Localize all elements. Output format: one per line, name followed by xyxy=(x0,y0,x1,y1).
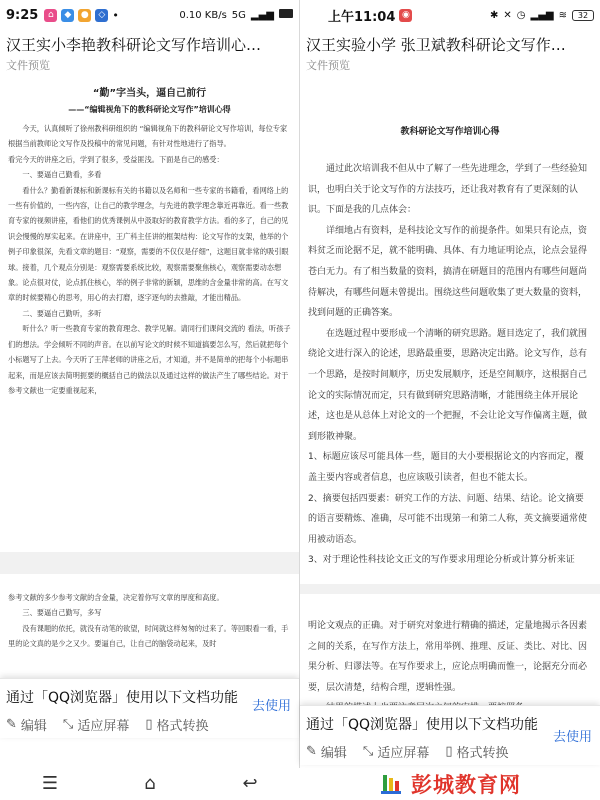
site-logo-icon xyxy=(379,772,403,796)
document-header xyxy=(0,30,299,74)
signal-icon: ▂▄▆ xyxy=(250,9,274,21)
use-button[interactable]: 去使用 xyxy=(552,730,592,745)
fit-screen-button[interactable]: ⤡ 适应屏幕 xyxy=(62,717,130,734)
network-speed: 0.10 KB/s xyxy=(179,9,227,21)
banner-title: 通过「QQ浏览器」使用以下文档功能 xyxy=(6,690,239,706)
doc-paragraph: 详细地占有资料，是科技论文写作的前提条件。如果只有论点，资料贫乏而论据不足，就不能明确、具体、有力地证明论点，论点会显得苍白无力。有了相当数量的资料，搞清在研题目的范围内有哪些问题尚待解决，有哪些问题未曾提出。围绕这些问题收集了更大数量的资料，找到问题的正确答案。 xyxy=(308,225,588,319)
notification-app-icon: ◆ xyxy=(61,9,74,22)
doc-paragraph: 没有课题的依托，就没有动笔的欲望，时间就这样匆匆的过来了。等回眼看一看，手里的论文真的是少之又少。要逼自己，让自己的脑袋动起来，及时 xyxy=(8,623,289,649)
doc-section-heading: 一、要逼自己勤看，多看 xyxy=(22,170,102,180)
document-preview[interactable] xyxy=(300,74,600,693)
doc-subheading: ——“编辑视角下的教科研论文写作”培训心得 xyxy=(68,105,231,114)
fit-screen-icon: ⤡ xyxy=(62,717,74,732)
notification-app-icon: ◉ xyxy=(399,9,412,22)
document-icon: ▯ xyxy=(145,717,153,732)
system-nav-bar xyxy=(0,768,300,799)
doc-paragraph: 3、对于理论性科技论文正文的写作要求用理论分析或计算分析来证 xyxy=(308,555,575,566)
doc-paragraph: 看完今天的讲座之后，学到了很多，受益匪浅。下面是自己的感受： xyxy=(8,154,224,164)
document-subtitle: 文件预览 xyxy=(306,59,350,72)
convert-format-button[interactable]: ▯ 格式转换 xyxy=(145,717,209,734)
status-bar xyxy=(0,0,299,30)
signal-icon: ▂▄▆ xyxy=(530,9,554,21)
edit-icon: ✎ xyxy=(6,717,17,732)
home-icon[interactable]: ⌂ xyxy=(144,773,156,794)
status-time: 9:25 xyxy=(6,7,39,23)
battery-icon xyxy=(279,9,293,21)
doc-section-heading: 二、要逼自己勤听，多听 xyxy=(22,308,102,318)
doc-paragraph: 明论文观点的正确。对于研究对象进行精确的描述，定量地揭示各因素之间的关系，在写作方法上，常用举例、推理、反证、类比、对比、因果分析、归谬法等。在写作要求上，应论点明确而惟一，论据充分而必要，层次清楚，结构合理，逻辑性强。 xyxy=(308,621,588,693)
doc-paragraph: 听什么？听一些教育专家的教育理念、教学见解。请同行们课间交流的 看法，听孩子们的想法。学会倾听不同的声音。在以前写论文的时候不知道搞要怎么写，然后就把每个小标题写了上去。今天听了王萍老师的讲座之后，才知道，并不是简单的把每个小标题串起来，而是应该去简明扼要的概括自己的做法以及通过这样的做法产生了哪些结论。对于参考文献也一定要重视起来， xyxy=(8,324,291,395)
qq-browser-banner xyxy=(0,678,299,738)
edit-icon: ✎ xyxy=(306,744,317,759)
menu-icon[interactable]: ☰ xyxy=(41,773,59,794)
edit-button[interactable]: ✎ 编辑 xyxy=(306,744,347,761)
document-icon: ▯ xyxy=(445,744,453,759)
more-dot-icon: • xyxy=(112,8,119,22)
qq-browser-banner xyxy=(300,705,600,765)
notification-app-icon: ● xyxy=(78,9,91,22)
doc-paragraph: 通过此次培训我不但从中了解了一些先进理念，学到了一些经验知识，也明白关于论文写作的方法技巧，还让我对教育有了更深刻的认识。下面是我的几点体会： xyxy=(308,164,588,216)
watermark-text: 彭城教育网 xyxy=(411,772,521,797)
document-page xyxy=(0,74,299,552)
site-watermark xyxy=(300,768,600,799)
doc-paragraph: 2、摘要包括四要素：研究工作的方法、问题、结果、结论。论文摘要的语言要精炼、准确，尽可能不出现第一和第二人称，英文摘要通常使用被动语态。 xyxy=(308,493,588,545)
right-screenshot xyxy=(300,0,600,770)
back-icon[interactable]: ↩ xyxy=(242,773,258,794)
document-subtitle: 文件预览 xyxy=(6,59,50,72)
use-button[interactable]: 去使用 xyxy=(251,699,291,714)
convert-format-button[interactable]: ▯ 格式转换 xyxy=(445,744,509,761)
document-title: 汉王实小李艳教科研论文写作培训心… xyxy=(6,36,262,54)
doc-paragraph: 今天，认真倾听了徐州教科研组织的 “编辑视角下的教科研论文写作培训，每位专家根据当前教师论文写作及投稿中的常见问题，有针对性地进行了指导。 xyxy=(8,124,288,149)
bluetooth-icon: ✱ xyxy=(490,9,499,21)
banner-title: 通过「QQ浏览器」使用以下文档功能 xyxy=(306,717,539,733)
document-page xyxy=(0,574,299,774)
doc-heading: “勤”字当头，逼自己前行 xyxy=(92,88,207,99)
doc-heading: 教科研论文写作培训心得 xyxy=(400,127,500,137)
battery-icon: 32 xyxy=(572,10,594,21)
fit-screen-button[interactable]: ⤡ 适应屏幕 xyxy=(362,744,430,761)
doc-paragraph: 看什么？勤看新课标和新课标有关的书籍以及名师和一些专家的书籍看，看网络上的一些有价值的，一些内容，让自己的教学理念，与先进的教学理念靠近再靠近。看一些教育专家的视频讲座，看他们的优秀课例从中汲取好的教育教学方法。看的多了，自己的见识会慢慢的厚实起来。在讲座中，王广科主任讲的框架结构：论文写作的支架，他举的个例子印象很深，先看文章的题目：“观察，需要的不仅仅是仔细”，这题目就非常的吸引眼球。接着，几个观点分别是：观察需要系统比较，观察需要聚焦核心，观察需要动态想象。论点很对仗，论点抓住核心，举的例子非常的新颖，思维的含金量非常的高。在写文章的时候要精心的思考，用心的去打磨，逐字逐句的去推敲，才能出精品。 xyxy=(8,185,289,303)
alarm-icon: ◷ xyxy=(516,9,526,21)
doc-paragraph: 在选题过程中要形成一个清晰的研究思路。题目选定了，我们就围绕论文进行深入的论述，思路最重要，思路决定出路。论文写作，总有一个思路，是按时间顺序，历史发展顺序，还是空间顺序，这根据自己论文的实际情况而定，只有做到研究思路清晰，才能围绕主体开展论述，这也是从总体上对论文的一个把握，不会让论文写作偏离主题，做到形散神聚。 xyxy=(308,328,588,442)
notification-app-icon: ◇ xyxy=(95,9,108,22)
doc-section-heading: 三、要逼自己勤写，多写 xyxy=(22,608,102,618)
edit-button[interactable]: ✎ 编辑 xyxy=(6,717,47,734)
wifi-icon: ≋ xyxy=(558,9,567,21)
fit-screen-icon: ⤡ xyxy=(362,744,374,759)
doc-paragraph: 1、标题应该尽可能具体一些，题目的大小要根据论文的内容而定，覆盖主要内容或者信息，也应该吸引读者，但也不能太长。 xyxy=(308,452,584,483)
status-bar xyxy=(300,0,600,30)
document-preview[interactable] xyxy=(0,74,299,675)
document-title: 汉王实验小学 张卫斌教科研论文写作… xyxy=(306,36,566,54)
signal-label: 5G xyxy=(231,9,246,21)
document-header xyxy=(300,30,600,74)
status-time: 上午11:04 xyxy=(328,9,396,25)
mute-icon: ✕ xyxy=(503,9,512,21)
notification-app-icon: ⌂ xyxy=(44,9,57,22)
doc-paragraph: 参考文献的多少参考文献的含金量，决定着你写文章的厚度和高度。 xyxy=(8,593,224,602)
document-page xyxy=(300,74,600,584)
left-screenshot xyxy=(0,0,300,770)
